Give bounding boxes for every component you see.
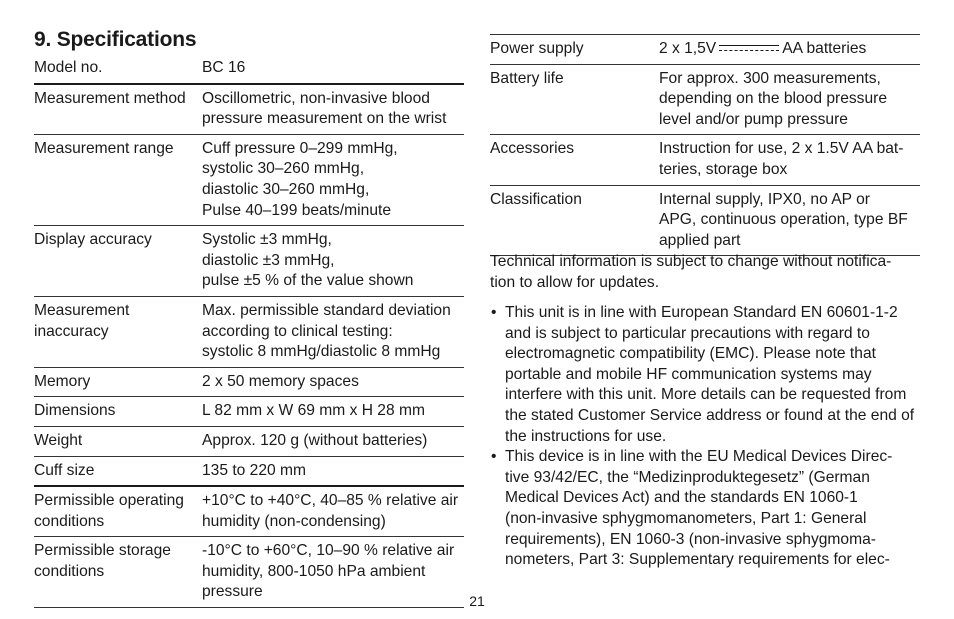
spec-row [34, 226, 464, 297]
spec-key: Power supply [490, 35, 659, 64]
spec-key: Measurement inaccuracy [34, 296, 202, 367]
spec-row [34, 84, 464, 135]
spec-value: Systolic ±3 mmHg, diastolic ±3 mmHg, pulse ±5 % of the value shown [202, 226, 464, 297]
spec-value: Instruction for use, 2 x 1.5V AA bat- teries, storage box [659, 135, 920, 185]
spec-row [34, 134, 464, 225]
spec-key: Display accuracy [34, 226, 202, 297]
spec-value: Internal supply, IPX0, no AP or APG, continuous operation, type BF applied part [659, 185, 920, 256]
spec-row [34, 456, 464, 486]
spec-value: Approx. 120 g (without batteries) [202, 426, 464, 456]
spec-row [34, 367, 464, 397]
list-item [490, 303, 920, 447]
spec-value: 135 to 220 mm [202, 456, 464, 486]
specifications-table-right [490, 34, 920, 256]
spec-value: +10°C to +40°C, 40–85 % relative air humidity (non-condensing) [202, 486, 464, 537]
compliance-list [490, 303, 920, 571]
spec-value: Oscillometric, non-invasive blood pressure measurement on the wrist [202, 84, 464, 135]
direct-current-icon [719, 43, 779, 53]
list-item-text: This device is in line with the EU Medical Devices Direc- tive 93/42/EC, the “Medizinproduktegesetz” (German Medical Devices Act) and the standards EN 1060-1 (non-invasive sphygmomanometers, Part 1: General requirements), EN 1060-3 (non-invasive sphygmoma- nometers, Part 3: Supplementary requirements for elec- [505, 448, 893, 569]
spec-key: Weight [34, 426, 202, 456]
section-title: 9. Specifications [34, 28, 197, 51]
spec-key: Accessories [490, 135, 659, 185]
spec-row [490, 135, 920, 185]
spec-key: Measurement method [34, 84, 202, 135]
spec-row [34, 58, 464, 84]
spec-row [490, 35, 920, 64]
power-supply-prefix: 2 x 1,5V [659, 40, 717, 57]
spec-key: Classification [490, 185, 659, 256]
spec-value: BC 16 [202, 58, 464, 84]
list-item-text: This unit is in line with European Standard EN 60601-1-2 and is subject to particular precautions with regard to electromagnetic compatibility (EMC). Please note that portable and mobile HF communication systems may interfere with this unit. More details can be requested from the stated Customer Service address or found at the end of the instructions for use. [505, 304, 915, 445]
spec-key: Permissible storage conditions [34, 537, 202, 608]
spec-key: Model no. [34, 58, 202, 84]
spec-key: Permissible operating conditions [34, 486, 202, 537]
spec-row [34, 296, 464, 367]
spec-key: Battery life [490, 64, 659, 135]
spec-value: Cuff pressure 0–299 mmHg, systolic 30–260 mmHg, diastolic 30–260 mmHg, Pulse 40–199 beats/minute [202, 134, 464, 225]
spec-key: Dimensions [34, 397, 202, 427]
spec-row [34, 486, 464, 537]
technical-note: Technical information is subject to change without notifica- tion to allow for updates. [490, 253, 892, 291]
spec-value: -10°C to +60°C, 10–90 % relative air humidity, 800-1050 hPa ambient pressure [202, 537, 464, 608]
power-supply-suffix: AA batteries [782, 40, 867, 57]
spec-key: Memory [34, 367, 202, 397]
bullet-icon: • [491, 448, 497, 466]
spec-value: 2 x 50 memory spaces [202, 367, 464, 397]
spec-row [34, 426, 464, 456]
spec-key: Cuff size [34, 456, 202, 486]
spec-row [490, 185, 920, 256]
list-item [490, 447, 920, 571]
spec-value: L 82 mm x W 69 mm x H 28 mm [202, 397, 464, 427]
spec-value [659, 35, 920, 64]
page-number: 21 [469, 593, 485, 609]
spec-row [34, 397, 464, 427]
bullet-icon: • [491, 304, 497, 321]
spec-key: Measurement range [34, 134, 202, 225]
spec-value: Max. permissible standard deviation according to clinical testing: systolic 8 mmHg/diastolic 8 mmHg [202, 296, 464, 367]
specifications-table-left [34, 58, 464, 608]
spec-row [490, 64, 920, 135]
spec-value: For approx. 300 measurements, depending on the blood pressure level and/or pump pressure [659, 64, 920, 135]
